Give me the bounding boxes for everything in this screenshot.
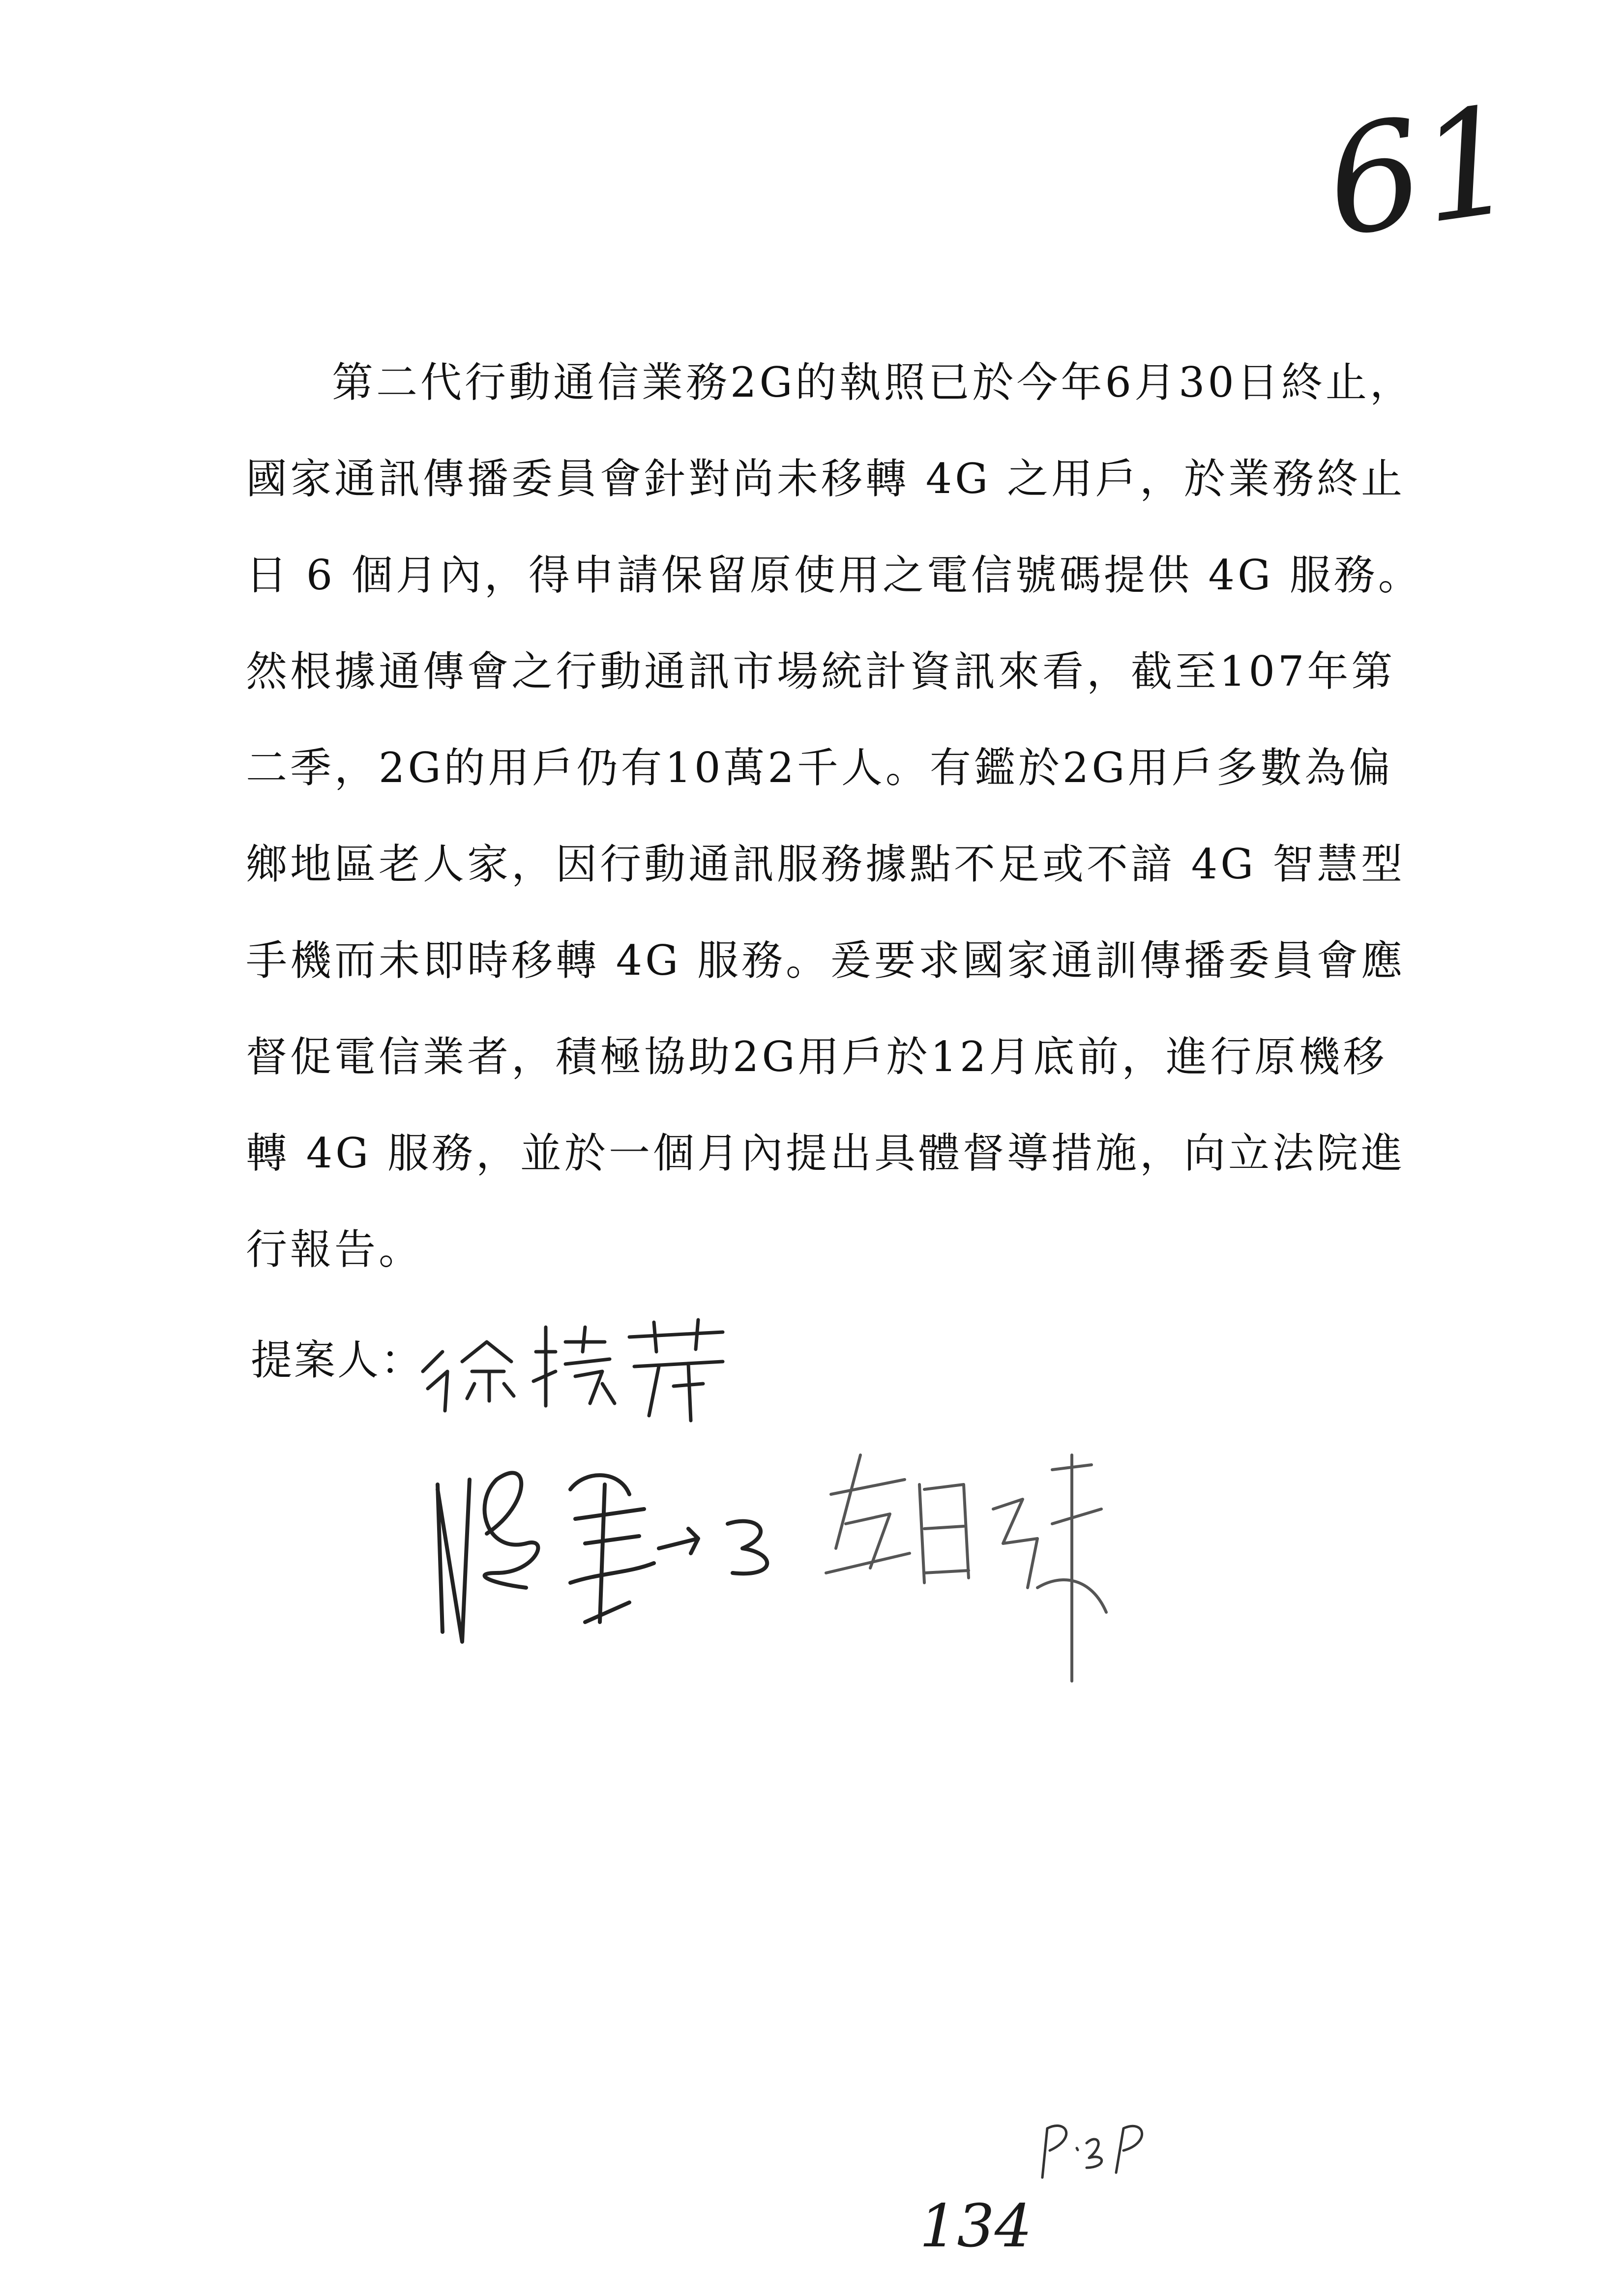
handwritten-signature: [806, 1425, 1111, 1701]
body-line: 行報告。: [246, 1225, 423, 1274]
handwritten-initials: [1033, 2109, 1160, 2187]
body-line: 手機而未即時移轉 4G 服務。爰要求國家通訓傳播委員會應: [246, 936, 1405, 985]
body-line: 鄉地區老人家，因行動通訊服務據點不足或不諳 4G 智慧型: [246, 840, 1405, 888]
body-line: 日 6 個月內，得申請保留原使用之電信號碼提供 4G 服務。: [246, 551, 1422, 599]
handwritten-page-number: 134: [919, 2192, 1033, 2261]
body-line: 然根據通傳會之行動通訊市場統計資訊來看，截至107年第: [246, 647, 1396, 696]
body-line: 國家通訊傳播委員會針對尚未移轉 4G 之用戶，於業務終止: [246, 455, 1405, 503]
body-line: 督促電信業者，積極協助2G用戶於12月底前，進行原機移: [246, 1033, 1388, 1081]
handwritten-page-number: 61: [1316, 74, 1527, 270]
proposer-label: 提案人：: [251, 1336, 424, 1384]
body-line: 二季，2G的用戶仍有10萬2千人。有鑑於2G用戶多數為偏: [246, 744, 1393, 792]
motion-body: [246, 334, 1422, 1298]
body-line: 第二代行動通信業務2G的執照已於今年6月30日終止，: [332, 358, 1414, 407]
handwritten-signature: [423, 1425, 806, 1661]
body-line: 轉 4G 服務，並於一個月內提出具體督導措施，向立法院進: [246, 1129, 1405, 1177]
handwritten-signature: [408, 1298, 752, 1425]
